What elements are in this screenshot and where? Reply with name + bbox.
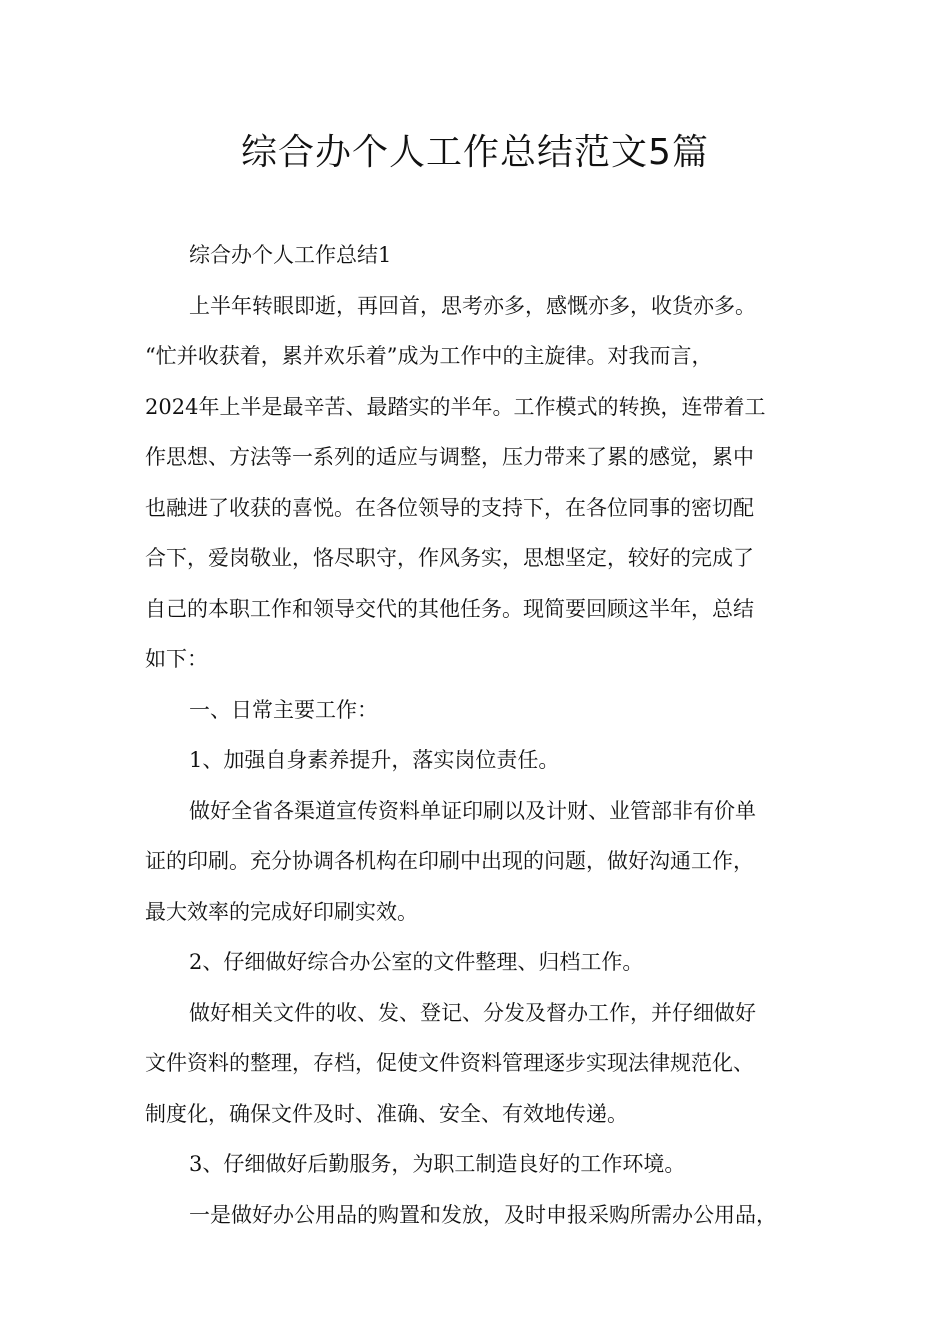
text-line: 综合办个人工作总结1: [189, 243, 392, 267]
text-line: 文件资料的整理，存档，促使文件资料管理逐步实现法律规范化、: [145, 1051, 754, 1075]
text-line: 2、仔细做好综合办公室的文件整理、归档工作。: [189, 950, 644, 974]
text-line: 3、仔细做好后勤服务，为职工制造良好的工作环境。: [189, 1152, 686, 1176]
text-line: “忙并收获着，累并欢乐着”成为工作中的主旋律。对我而言，: [145, 344, 713, 368]
text-line: 证的印刷。充分协调各机构在印刷中出现的问题，做好沟通工作，: [145, 849, 754, 873]
text-line: 1、加强自身素养提升，落实岗位责任。: [189, 748, 560, 772]
text-line: 合下，爱岗敬业，恪尽职守，作风务实，思想坚定，较好的完成了: [145, 546, 754, 570]
text-line: 自己的本职工作和领导交代的其他任务。现简要回顾这半年，总结: [145, 596, 754, 621]
document-body: [145, 230, 825, 1240]
text-line: 最大效率的完成好印刷实效。: [145, 899, 418, 924]
text-line: 2024年上半是最辛苦、最踏实的半年。工作模式的转换，连带着工: [145, 394, 766, 419]
text-line: 作思想、方法等一系列的适应与调整，压力带来了累的感觉，累中: [145, 445, 754, 469]
text-line: 做好全省各渠道宣传资料单证印刷以及计财、业管部非有价单: [189, 798, 756, 823]
text-line: 一、日常主要工作：: [189, 697, 378, 722]
text-line: 一是做好办公用品的购置和发放，及时申报采购所需办公用品，: [189, 1202, 777, 1227]
text-line: 做好相关文件的收、发、登记、分发及督办工作，并仔细做好: [189, 1000, 756, 1025]
text-line: 制度化，确保文件及时、准确、安全、有效地传递。: [145, 1101, 628, 1126]
text-line: 也融进了收获的喜悦。在各位领导的支持下，在各位同事的密切配: [145, 495, 754, 520]
document-title: 综合办个人工作总结范文5篇: [241, 132, 709, 173]
text-line: 上半年转眼即逝，再回首，思考亦多，感慨亦多，收货亦多。: [189, 293, 756, 318]
text-line: 如下：: [145, 647, 208, 671]
